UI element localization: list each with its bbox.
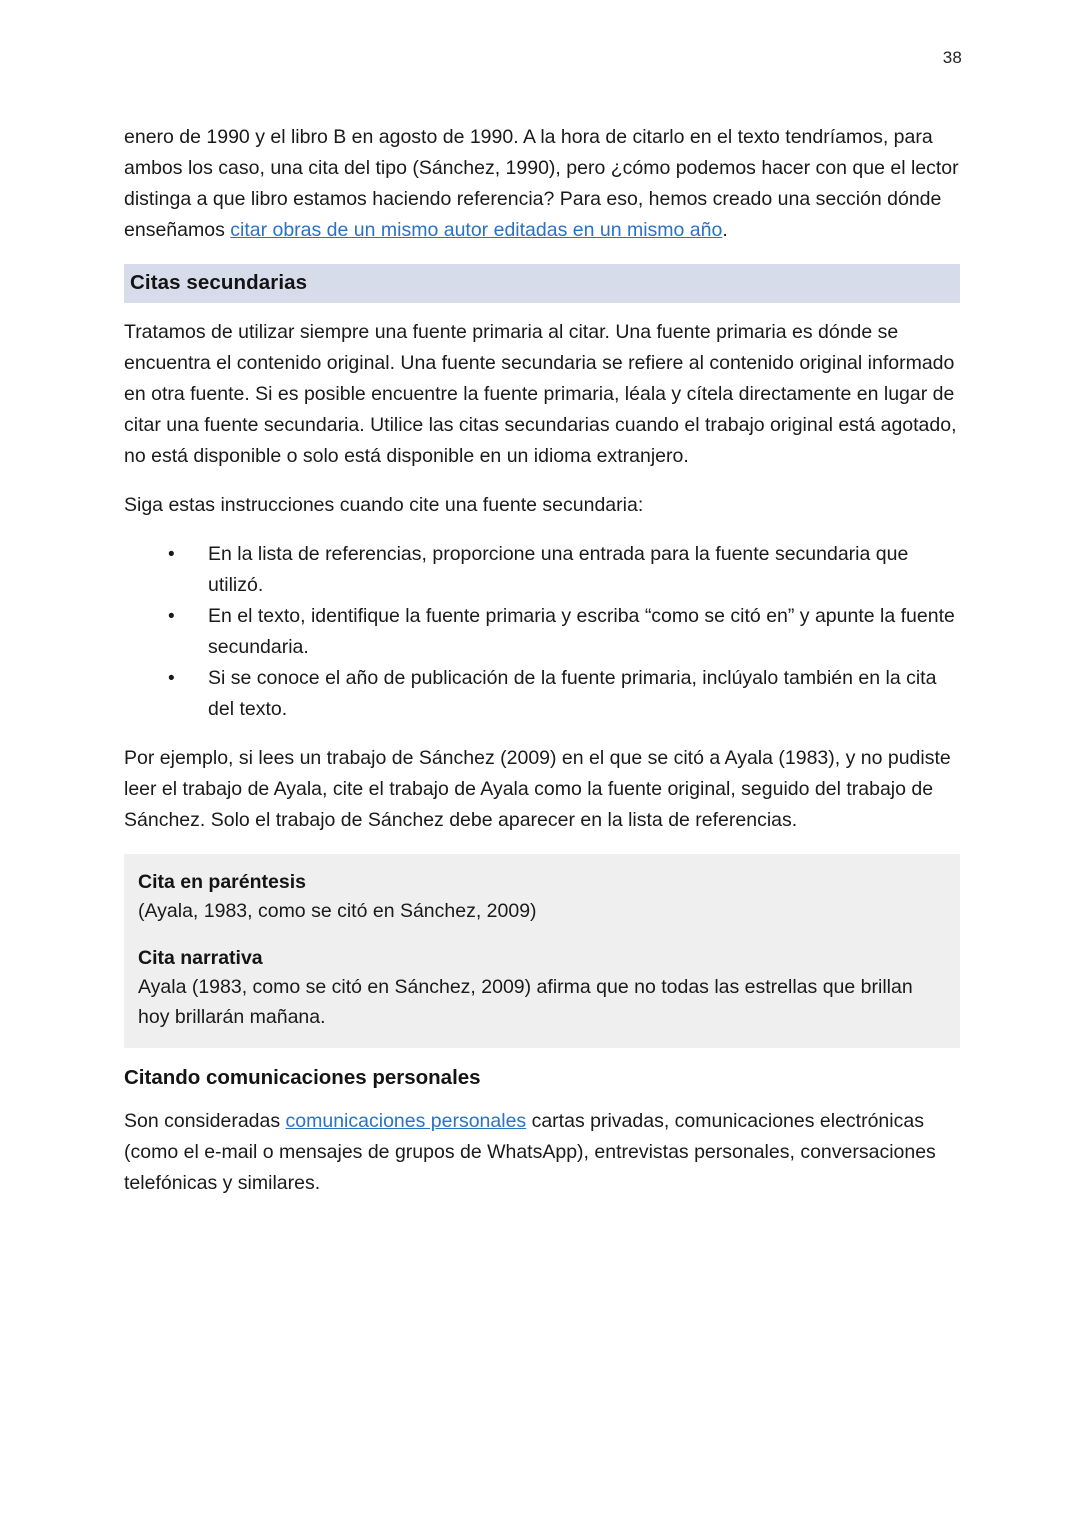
section-heading-comunicaciones-personales: Citando comunicaciones personales <box>124 1066 481 1089</box>
list-item <box>124 539 960 601</box>
paragraph-secondary-sources: Tratamos de utilizar siempre una fuente primaria al citar. Una fuente primaria es dónde se encuentra el contenido original. Una fuente secundaria se refiere al contenido original informado en otra fuente. Si es posible encuentre la fuente primaria, léala y cítela directamente en lugar de citar una fuente secundaria. Utilice las citas secundarias cuando el trabajo original está agotado, no está disponible o solo está disponible en un idioma extranjero. <box>124 321 957 467</box>
list-item-label: En el texto, identifique la fuente primaria y escriba “como se citó en” y apunte la fuente secundaria. <box>208 605 955 658</box>
instructions-bullet-list <box>124 539 960 725</box>
paragraph-example: Por ejemplo, si lees un trabajo de Sánchez (2009) en el que se citó a Ayala (1983), y no pudiste leer el trabajo de Ayala, cite el trabajo de Ayala como la fuente original, seguido del trabajo de Sánchez. Solo el trabajo de Sánchez debe aparecer en la lista de referencias. <box>124 747 951 831</box>
paragraph-personal-communications <box>124 1106 960 1199</box>
section-heading-citas-secundarias <box>124 264 960 303</box>
bullet-icon: • <box>168 544 175 565</box>
example-text-parenthetical: (Ayala, 1983, como se citó en Sánchez, 2009) <box>138 900 537 922</box>
example-title-parenthetical: Cita en paréntesis <box>138 871 306 893</box>
bullet-icon: • <box>168 668 175 689</box>
bullet-icon: • <box>168 606 175 627</box>
paragraph-instructions-lead: Siga estas instrucciones cuando cite una fuente secundaria: <box>124 494 644 516</box>
page-content <box>124 122 960 1217</box>
paragraph-intro <box>124 122 960 246</box>
list-item <box>124 663 960 725</box>
list-item-label: En la lista de referencias, proporcione una entrada para la fuente secundaria que utilizó. <box>208 543 909 596</box>
paragraph-personal-text-before: Son consideradas <box>124 1110 286 1132</box>
section-heading-label: Citas secundarias <box>130 271 308 294</box>
paragraph-intro-text: enero de 1990 y el libro B en agosto de 1990. A la hora de citarlo en el texto tendríamos, para ambos los caso, una cita del tipo (Sánchez, 1990), pero ¿cómo podemos hacer con que el lector distinga a que libro estamos haciendo referencia? Para eso, hemos creado una sección dónde enseñamos <box>124 126 959 241</box>
example-text-narrative: Ayala (1983, como se citó en Sánchez, 2009) afirma que no todas las estrellas que brillan hoy brillarán mañana. <box>138 976 913 1028</box>
page-number: 38 <box>942 48 962 67</box>
link-comunicaciones-personales[interactable]: comunicaciones personales <box>285 1110 527 1132</box>
paragraph-intro-period: . <box>722 219 728 241</box>
citation-examples-box <box>124 854 960 1048</box>
list-item <box>124 601 960 663</box>
paragraph-personal-text-after: cartas privadas, comunicaciones electrónicas (como el e-mail o mensajes de grupos de WhatsApp), entrevistas personales, conversaciones telefónicas y similares. <box>124 1110 936 1194</box>
list-item-label: Si se conoce el año de publicación de la fuente primaria, inclúyalo también en la cita del texto. <box>208 667 937 720</box>
example-title-narrative: Cita narrativa <box>138 947 263 969</box>
link-citar-obras-mismo-autor[interactable]: citar obras de un mismo autor editadas en un mismo año <box>230 219 723 241</box>
